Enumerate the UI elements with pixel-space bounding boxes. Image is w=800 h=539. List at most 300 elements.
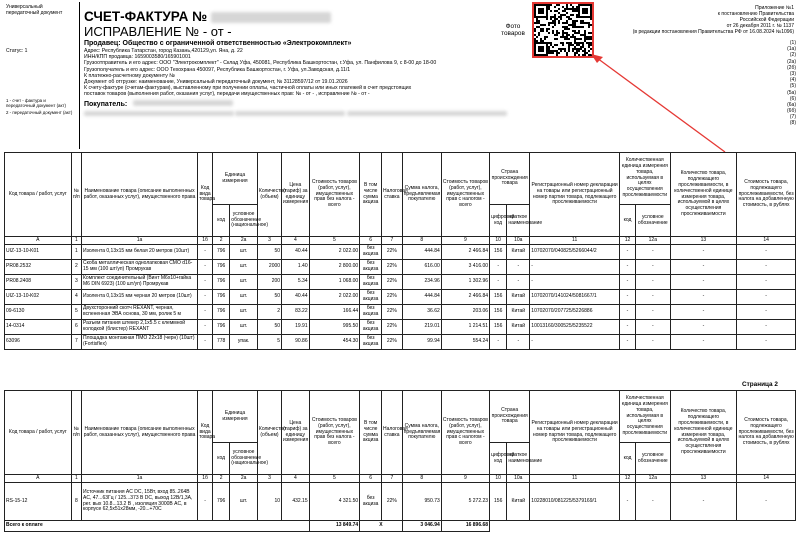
cell-unit-name: шт. xyxy=(230,305,258,320)
cell-unit-name: шт. xyxy=(230,245,258,260)
cell-trace-cost: - xyxy=(737,335,796,350)
header-trace-code: код xyxy=(619,205,635,237)
cell-kind: - xyxy=(198,245,213,260)
cell-excise: без акциза xyxy=(360,245,382,260)
header-unit-code: код xyxy=(213,205,230,237)
header-trace-name: условное обозначение xyxy=(636,205,671,237)
header-kind: Код вида товара xyxy=(198,391,213,475)
cell-kind: - xyxy=(198,483,213,521)
cell-trace-name: - xyxy=(636,305,671,320)
appendix-line: к постановлению Правительства xyxy=(717,11,794,18)
header-country: Страна происхождения товара xyxy=(490,153,530,205)
header-trace-name: условное обозначение xyxy=(636,443,671,475)
header-tax-amount: Сумма налога, предъявляемая покупателю xyxy=(402,153,441,237)
header-tax-amount: Сумма налога, предъявляемая покупателю xyxy=(402,391,441,475)
column-number: 8 xyxy=(402,475,441,483)
cell-country-name: - xyxy=(507,335,530,350)
invoice-table xyxy=(4,152,796,350)
appendix-line: Приложение №1 xyxy=(755,5,794,11)
cell-total: 203.06 xyxy=(441,305,489,320)
buyer-label-text: Покупатель: xyxy=(84,100,128,108)
cell-unit-code: 796 xyxy=(213,483,230,521)
header-quantity: Количество (объем) xyxy=(257,391,281,475)
cell-trace-code: - xyxy=(619,335,635,350)
cell-quantity: 10 xyxy=(257,483,281,521)
cell-total: 1 302.96 xyxy=(441,275,489,290)
cell-country-code: 156 xyxy=(490,483,507,521)
total-x: X xyxy=(360,521,403,532)
cell-trace-name: - xyxy=(636,335,671,350)
header-trace-quantity: Количество товара, подлежащего прослеживаемости, в количественной единице измерения товара, используемой в целях осуществления прослеживаемости xyxy=(670,391,737,475)
line-code: (5) xyxy=(789,83,796,90)
line-code: (1a) xyxy=(787,46,796,53)
cell-country-code: - xyxy=(490,260,507,275)
page-title xyxy=(84,9,331,24)
cell-total: 554.24 xyxy=(441,335,489,350)
cell-registration: 10013160/300525/5235522 xyxy=(530,320,620,335)
total-empty xyxy=(490,521,796,532)
line-code: (5a) xyxy=(787,89,796,96)
cell-code: UIZ-13-10-K02 xyxy=(5,290,72,305)
column-number: 12a xyxy=(636,237,671,245)
cell-rate: 22% xyxy=(382,245,403,260)
advance-note-2: поставок товаров (выполнения работ, оказания услуг), передачи имущественных прав: № - от - , исправление № - от - xyxy=(84,91,370,98)
cell-trace-cost: - xyxy=(737,290,796,305)
cell-excise: без акциза xyxy=(360,275,382,290)
cell-trace-quantity: - xyxy=(670,275,737,290)
line-code: (2a) xyxy=(787,58,796,65)
cell-rate: 22% xyxy=(382,483,403,521)
cell-tax: 616.00 xyxy=(402,260,441,275)
invoice-table-page-2 xyxy=(4,390,796,532)
cell-trace-code: - xyxy=(619,245,635,260)
cell-rate: 22% xyxy=(382,305,403,320)
cell-kind: - xyxy=(198,320,213,335)
column-number: 9 xyxy=(441,475,489,483)
cell-cost: 995.50 xyxy=(309,320,360,335)
column-number: 13 xyxy=(670,237,737,245)
column-number: 2a xyxy=(230,475,258,483)
cell-rate: 22% xyxy=(382,320,403,335)
cell-cost: 2 022.00 xyxy=(309,245,360,260)
cell-quantity: 50 xyxy=(257,320,281,335)
cell-country-name: Китай xyxy=(507,290,530,305)
header-excise: В том числе сумма акциза xyxy=(360,153,382,237)
cell-country-code: - xyxy=(490,275,507,290)
cell-number: 5 xyxy=(71,305,81,320)
cell-trace-name: - xyxy=(636,483,671,521)
header-trace-unit: Количественная единица измерения товара, используемая в целях осуществления прослеживаемости xyxy=(619,391,670,443)
cell-number: 3 xyxy=(71,275,81,290)
header-price: Цена (тариф) за единицу измерения xyxy=(282,153,310,237)
buyer-inn-blurred xyxy=(235,111,345,116)
cell-trace-cost: - xyxy=(737,483,796,521)
table-row xyxy=(5,483,796,521)
table-row xyxy=(5,260,796,275)
cell-kind: - xyxy=(198,290,213,305)
cell-unit-name: шт. xyxy=(230,275,258,290)
column-number: 2 xyxy=(213,475,230,483)
line-code: (2) xyxy=(789,52,796,59)
header-trace-quantity: Количество товара, подлежащего прослеживаемости, в количественной единице измерения товара, используемой в целях осуществления прослеживаемости xyxy=(670,153,737,237)
cell-trace-code: - xyxy=(619,275,635,290)
cell-trace-name: - xyxy=(636,275,671,290)
cell-price: 19.91 xyxy=(282,320,310,335)
seller-address: Адрес: Республика Татарстан, город Казань,420129,ул. Яна, д. 22 xyxy=(84,48,243,54)
header-cost-without-tax: Стоимость товаров (работ, услуг), имущественных прав без налога - всего xyxy=(309,153,360,237)
shipper: Грузоотправитель и его адрес: ООО "Электрокомплект" - Склад Уфа, 450081, Республика Башкортостан, г.Уфа, ул. Панфилова 9, с 8-00 до 18-00 xyxy=(84,60,437,67)
cell-price: 90.86 xyxy=(282,335,310,350)
cell-rate: 22% xyxy=(382,275,403,290)
cell-number: 8 xyxy=(71,483,81,521)
status-label: Статус: 1 xyxy=(6,48,28,54)
cell-country-code: - xyxy=(490,335,507,350)
table-row xyxy=(5,305,796,320)
cell-country-code: 156 xyxy=(490,245,507,260)
header-unit-name: условное обозначение (национальное) xyxy=(230,443,258,475)
cell-total: 5 272.23 xyxy=(441,483,489,521)
header-trace-code: код xyxy=(619,443,635,475)
appendix-line: Российской Федерации xyxy=(739,17,794,24)
line-code: (4) xyxy=(789,77,796,84)
cell-unit-name: шт. xyxy=(230,320,258,335)
cell-quantity: 2000 xyxy=(257,260,281,275)
table-row xyxy=(5,275,796,290)
cell-trace-code: - xyxy=(619,483,635,521)
cell-number: 4 xyxy=(71,290,81,305)
column-number: 6 xyxy=(360,475,382,483)
cell-trace-quantity: - xyxy=(670,290,737,305)
cell-kind: - xyxy=(198,260,213,275)
page-2-label: Страница 2 xyxy=(742,381,778,388)
cell-trace-quantity: - xyxy=(670,260,737,275)
cell-name: Изолента 0,13х15 мм черная 20 метров (10шт) xyxy=(82,290,198,305)
cell-trace-quantity: - xyxy=(670,305,737,320)
cell-unit-name: упак. xyxy=(230,335,258,350)
header-tax-rate: Налоговая ставка xyxy=(382,153,403,237)
cell-cost: 166.44 xyxy=(309,305,360,320)
cell-unit-name: шт. xyxy=(230,260,258,275)
cell-registration: 10702070/207725/5226886 xyxy=(530,305,620,320)
cell-code: PR08.2532 xyxy=(5,260,72,275)
cell-trace-cost: - xyxy=(737,245,796,260)
total-row xyxy=(5,521,796,532)
line-code: (6) xyxy=(789,95,796,102)
line-code: (7) xyxy=(789,114,796,121)
cell-name: Изолента 0,13х15 мм белая 20 метров (10шт) xyxy=(82,245,198,260)
line-code: (1) xyxy=(789,40,796,46)
cell-cost: 2 800.00 xyxy=(309,260,360,275)
annotation-arrow xyxy=(585,50,735,158)
header-country-code: цифровой код xyxy=(490,205,507,237)
invoice-title: СЧЕТ-ФАКТУРА № xyxy=(84,9,208,24)
table-row xyxy=(5,320,796,335)
cell-trace-quantity: - xyxy=(670,335,737,350)
cell-tax: 444.84 xyxy=(402,245,441,260)
seller-block xyxy=(84,40,584,118)
cell-kind: - xyxy=(198,275,213,290)
column-number: 7 xyxy=(382,475,403,483)
column-number: 10a xyxy=(507,475,530,483)
header-code: Код товара / работ, услуг xyxy=(5,153,72,237)
cell-price: 432.15 xyxy=(282,483,310,521)
header-cost-with-tax: Стоимость товаров (работ, услуг), имущественных прав с налогом - всего xyxy=(441,391,489,475)
cell-quantity: 50 xyxy=(257,245,281,260)
cell-unit-code: 796 xyxy=(213,290,230,305)
line-code: (8) xyxy=(789,120,796,127)
cell-name: Двухсторонний скотч REXANT, черная, вспененная ЭВА основа, 30 мм, ролик 5 м xyxy=(82,305,198,320)
cell-trace-name: - xyxy=(636,290,671,305)
cell-code: 14-0314 xyxy=(5,320,72,335)
cell-trace-name: - xyxy=(636,260,671,275)
cell-excise: без акциза xyxy=(360,320,382,335)
column-number: 6 xyxy=(360,237,382,245)
total-sum: 16 896.68 xyxy=(441,521,489,532)
header-number: № п/п xyxy=(71,391,81,475)
cell-quantity: 5 xyxy=(257,335,281,350)
cell-rate: 22% xyxy=(382,260,403,275)
cell-total: 3 416.00 xyxy=(441,260,489,275)
cell-tax: 950.73 xyxy=(402,483,441,521)
header-cost-with-tax: Стоимость товаров (работ, услуг), имущественных прав с налогом - всего xyxy=(441,153,489,237)
cell-trace-cost: - xyxy=(737,275,796,290)
correction-line: ИСПРАВЛЕНИЕ № - от - xyxy=(84,24,232,39)
cell-excise: без акциза xyxy=(360,305,382,320)
shipping-document: Документ об отгрузке: наименование, Универсальный передаточный документ, № 31128597/12 от 19.01.2026 xyxy=(84,79,348,86)
cell-name: Разъем питания штекер 2,1х5.5 с клеммной колодкой (блистер) REXANT xyxy=(82,320,198,335)
cell-unit-name: шт. xyxy=(230,483,258,521)
status-note-2: 2 - передаточный документ (акт) xyxy=(6,110,73,115)
cell-registration: - xyxy=(530,275,620,290)
cell-cost: 1 068.00 xyxy=(309,275,360,290)
payment-document: К платежно-расчетному документу № xyxy=(84,72,175,79)
header-country: Страна происхождения товара xyxy=(490,391,530,443)
column-number: 14 xyxy=(737,475,796,483)
table-row xyxy=(5,290,796,305)
header-country-name: краткое наименование xyxy=(507,443,530,475)
column-number: 8 xyxy=(402,237,441,245)
cell-trace-code: - xyxy=(619,290,635,305)
header-code: Код товара / работ, услуг xyxy=(5,391,72,475)
cell-rate: 22% xyxy=(382,290,403,305)
cell-trace-code: - xyxy=(619,320,635,335)
cell-trace-code: - xyxy=(619,260,635,275)
line-code: (3) xyxy=(789,70,796,77)
cell-quantity: 50 xyxy=(257,290,281,305)
total-label: Всего к оплате xyxy=(5,521,310,532)
cell-price: 1.40 xyxy=(282,260,310,275)
seller-inn: ИНН/КПП продавца: 1659003580/165901001 xyxy=(84,54,191,61)
header-country-code: цифровой код xyxy=(490,443,507,475)
cell-registration: 10228010/081225/5379169/1 xyxy=(530,483,620,521)
cell-price: 83.22 xyxy=(282,305,310,320)
cell-tax: 219.01 xyxy=(402,320,441,335)
column-number: 12 xyxy=(619,475,635,483)
cell-trace-quantity: - xyxy=(670,245,737,260)
cell-unit-code: 796 xyxy=(213,305,230,320)
cell-rate: 22% xyxy=(382,335,403,350)
cell-excise: без акциза xyxy=(360,335,382,350)
cell-unit-code: 796 xyxy=(213,245,230,260)
column-number: 1a xyxy=(82,475,198,483)
header-unit-code: код xyxy=(213,443,230,475)
buyer-address-blurred xyxy=(84,111,234,116)
column-number: 2 xyxy=(213,237,230,245)
cell-trace-name: - xyxy=(636,245,671,260)
cell-cost: 4 321.50 xyxy=(309,483,360,521)
cell-tax: 444.84 xyxy=(402,290,441,305)
invoice-number-blurred xyxy=(211,12,331,23)
photo-label: Фото товаров xyxy=(501,23,525,38)
column-number: 9 xyxy=(441,237,489,245)
column-number: 10a xyxy=(507,237,530,245)
header-unit: Единица измерения xyxy=(213,391,258,443)
column-number: 14 xyxy=(737,237,796,245)
header-country-name: краткое наименование xyxy=(507,205,530,237)
header-registration-number: Регистрационный номер декларации на товары или регистрационный номер партии товара, подлежащего прослеживаемости xyxy=(530,153,620,237)
cell-registration: - xyxy=(530,335,620,350)
cell-trace-cost: - xyxy=(737,260,796,275)
cell-registration: 10702070/141024/5081667/1 xyxy=(530,290,620,305)
cell-country-name: - xyxy=(507,260,530,275)
line-code: (2б) xyxy=(787,64,796,71)
column-number: 4 xyxy=(282,475,310,483)
column-number: 12a xyxy=(636,475,671,483)
column-number: 12 xyxy=(619,237,635,245)
header-trace-cost: Стоимость товара, подлежащего прослеживаемости, без налога на добавленную стоимость, в рублях xyxy=(737,153,796,237)
cell-code: PR08.2408 xyxy=(5,275,72,290)
cell-quantity: 2 xyxy=(257,305,281,320)
cell-registration: 10702070/040825/5266044/2 xyxy=(530,245,620,260)
header-name: Наименование товара (описание выполненных работ, оказанных услуг), имущественного права xyxy=(82,391,198,475)
currency-blurred xyxy=(347,111,507,116)
cell-country-code: 156 xyxy=(490,305,507,320)
cell-price: 40.44 xyxy=(282,245,310,260)
line-codes xyxy=(770,40,796,127)
cell-code: RS-15-12 xyxy=(5,483,72,521)
cell-name: Площадка монтажная ПМО 22х18 (черн) (10шт) (Fortisflex) xyxy=(82,335,198,350)
cell-trace-quantity: - xyxy=(670,483,737,521)
column-number: 11 xyxy=(530,475,620,483)
column-number: 2a xyxy=(230,237,258,245)
cell-excise: без акциза xyxy=(360,483,382,521)
cell-price: 5.34 xyxy=(282,275,310,290)
cell-excise: без акциза xyxy=(360,290,382,305)
header-price: Цена (тариф) за единицу измерения xyxy=(282,391,310,475)
cell-tax: 36.62 xyxy=(402,305,441,320)
cell-unit-code: 796 xyxy=(213,320,230,335)
total-cost: 13 849.74 xyxy=(309,521,360,532)
column-number: 1a xyxy=(82,237,198,245)
cell-kind: - xyxy=(198,335,213,350)
header-excise: В том числе сумма акциза xyxy=(360,391,382,475)
cell-country-name: Китай xyxy=(507,245,530,260)
cell-quantity: 200 xyxy=(257,275,281,290)
cell-code: 63096 xyxy=(5,335,72,350)
column-number: 5 xyxy=(309,237,360,245)
cell-total: 2 466.84 xyxy=(441,290,489,305)
cell-name: Скоба металлическая однолапковая СМО d16-15 мм (100 шт/уп) Промрукав xyxy=(82,260,198,275)
cell-trace-cost: - xyxy=(737,305,796,320)
cell-trace-quantity: - xyxy=(670,320,737,335)
table-row xyxy=(5,335,796,350)
header-tax-rate: Налоговая ставка xyxy=(382,391,403,475)
header-number: № п/п xyxy=(71,153,81,237)
header-registration-number: Регистрационный номер декларации на товары или регистрационный номер партии товара, подлежащего прослеживаемости xyxy=(530,391,620,475)
cell-country-code: 156 xyxy=(490,320,507,335)
column-number: 4 xyxy=(282,237,310,245)
column-number: 13 xyxy=(670,475,737,483)
column-number: 1 xyxy=(71,475,81,483)
cell-unit-code: 796 xyxy=(213,275,230,290)
cell-country-name: Китай xyxy=(507,305,530,320)
buyer-blurred xyxy=(133,100,233,106)
cell-trace-name: - xyxy=(636,320,671,335)
cell-total: 2 466.84 xyxy=(441,245,489,260)
column-number: 3 xyxy=(257,475,281,483)
cell-number: 1 xyxy=(71,245,81,260)
cell-total: 1 214.51 xyxy=(441,320,489,335)
cell-name: Комплект соединительный (Винт М6х10+гайка М6 DIN 6923) (100 шт/уп) Промрукав xyxy=(82,275,198,290)
header-quantity: Количество (объем) xyxy=(257,153,281,237)
header-name: Наименование товара (описание выполненных работ, оказанных услуг), имущественного права xyxy=(82,153,198,237)
header-unit: Единица измерения xyxy=(213,153,258,205)
column-number: 1б xyxy=(198,237,213,245)
cell-tax: 234.96 xyxy=(402,275,441,290)
cell-price: 40.44 xyxy=(282,290,310,305)
cell-trace-cost: - xyxy=(737,320,796,335)
cell-code: 09-6130 xyxy=(5,305,72,320)
cell-country-name: Китай xyxy=(507,483,530,521)
cell-registration: - xyxy=(530,260,620,275)
cell-country-code: 156 xyxy=(490,290,507,305)
cell-cost: 454.30 xyxy=(309,335,360,350)
cell-country-name: Китай xyxy=(507,320,530,335)
header-trace-unit: Количественная единица измерения товара, используемая в целях осуществления прослеживаемости xyxy=(619,153,670,205)
table-row xyxy=(5,245,796,260)
status-note-1: 1 - счет - фактура и передаточный документ (акт) xyxy=(6,98,66,108)
cell-unit-name: шт. xyxy=(230,290,258,305)
column-number: 3 xyxy=(257,237,281,245)
column-number: 10 xyxy=(490,237,507,245)
buyer-label xyxy=(84,100,584,109)
column-number: А xyxy=(5,237,72,245)
left-divider xyxy=(79,2,80,149)
column-number: 7 xyxy=(382,237,403,245)
seller-name: Продавец: Общество с ограниченной ответственностью «Электрокомплект» xyxy=(84,40,352,47)
cell-number: 2 xyxy=(71,260,81,275)
cell-number: 7 xyxy=(71,335,81,350)
document-type: Универсальный передаточный документ xyxy=(6,4,63,16)
consignee: Грузополучатель и его адрес: ООО Техохрана 450097, Республика Башкортостан, г. Уфа, ул.Заводская, д.11/1 xyxy=(84,66,351,73)
cell-cost: 2 022.00 xyxy=(309,290,360,305)
cell-excise: без акциза xyxy=(360,260,382,275)
cell-name: Источник питания AC DC, 15Вт, вход 85..264В AC, 47...63Гц / 125...373 В DC, выход 12В/1,3А, рег. вых 10.8...13.2 В , изоляция 3000В AC, в корпусе 62,5х51х28мм, -20...+70С xyxy=(82,483,198,521)
cell-trace-code: - xyxy=(619,305,635,320)
header-cost-without-tax: Стоимость товаров (работ, услуг), имущественных прав без налога - всего xyxy=(309,391,360,475)
header-trace-cost: Стоимость товара, подлежащего прослеживаемости, без налога на добавленную стоимость, в рублях xyxy=(737,391,796,475)
column-number: 1б xyxy=(198,475,213,483)
appendix-block xyxy=(600,5,794,35)
column-number: 5 xyxy=(309,475,360,483)
cell-country-name: - xyxy=(507,275,530,290)
cell-kind: - xyxy=(198,305,213,320)
column-number: 1 xyxy=(71,237,81,245)
line-code: (6б) xyxy=(787,108,796,115)
total-tax: 3 046.94 xyxy=(402,521,441,532)
appendix-line: от 26 декабря 2011 г. № 1137 xyxy=(726,23,794,30)
column-number: 11 xyxy=(530,237,620,245)
